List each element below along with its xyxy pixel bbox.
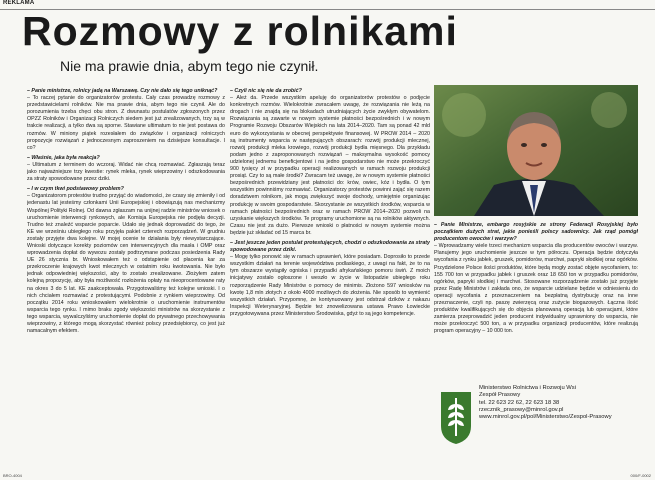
column-right (434, 219, 638, 379)
ministry-office: Zespół Prasowy (479, 392, 521, 399)
portrait-illustration (434, 85, 638, 216)
answer: – Organizatorom protestów trudno przyjąć do wiadomości, że czasy się zmieniły i od jedenastu lat jesteśmy członkami Unii Europejskiej i obowiązują nas mechanizmy Wspólnej Polityki Rolnej. Od dawna zgłaszam na unijnej radzie ministrów wniosek o uruchomienie interwencji rynkowych, ale Komisja Europejska nie podjęła decyzji. Trudno też znaleźć wsparcie poparcie. Udało się jednak doprowadzić do tego, że KE we wrześniu ubiegłego roku przyjęła pakiet czterech rozporządzeń. W grudniu zostały przyjęte dwa kolejne. W mojej ocenie te działania były niewystarczające. Wnioski dotyczące korekty poziomów cen interwencyjnych dla masła i OMP oraz wprowadzenia dopłat do wywozu zostały podtrzymane podczas posiedzenia Rady UE 26 stycznia br. Wnioskowałem też o odstąpienie od płacenia kar za przekroczenie krajowych kwot mlecznych w ostatnim roku kwotowania. Nie było jednak odpowiedniej większości, aby to zostało zrealizowane. Złożyłem zatem kolejną propozycję, aby była możliwość rozłożenia opłaty na nieoprocentowane raty na okres 3 do 5 lat. KE zaakceptowała. Przygotowaliśmy też kolejne wnioski. I o nich chciałem rozmawiać z protestującymi. Podobnie z rynkiem wieprzowiny. Od początku 2014 roku wnioskowałem wielokrotnie o uruchomienie instrumentów wsparcia tego rynku. I mimo braku zgody większości ministrów na skorzystanie z tego wsparcia, wywalczyliśmy uruchomienie dopłat do prywatnego przechowywania wieprzowiny, z którego mogą skorzystać również polscy przedsiębiorcy, co jest już namacalnym efektem. (27, 193, 225, 335)
question: – Panie ministrze, rolnicy jadą na Warszawę. Czy nie dało się tego uniknąć? (27, 88, 218, 94)
ministry-name: Ministerstwo Rolnictwa i Rozwoju Wsi (479, 385, 576, 391)
question: – Czyli nic się nie da zrobić? (230, 88, 302, 94)
section-label: REKLAMA (3, 0, 35, 6)
answer: – Ależ da. Przede wszystkim apeluję do organizatorów protestów o podjęcie konkretnych rozmów. Wielokrotnie zwracałem uwagę, że rozwiązania nie leżą na drogach i nie znajdą się na blokadach utrudniających życie zwykłym obywatelom. Rozwiązania są zawarte w nowym systemie płatności bezpośrednich i w nowym Programie Rozwoju Obszarów Wiejskich na lata 2014–2020. Tam są ponad 42 mld euro do wykorzystania w obecnej perspektywie finansowej. W PROW 2014 – 2020 są instrumenty wsparcia w następujących obszarach: rozwój produkcji mlecznej, rozwój produkcji mleka krowiego, rozwój produkcji bydła mięsnego. Dla przykładu podam jedno z zaproponowanych rozwiązań – maksymalna wysokość pomocy udzielonej jednemu beneficjentowi i na jedno gospodarstwo nie może przekroczyć 900 tysięcy zł w przypadku operacji realizowanych w ramach rozwoju produkcji prosiąt. Czy to są małe środki? Zwracam też uwagę, że w nowym systemie płatności bezpośrednich przewidziany jest płatności do: krów, owiec, kóz i bydła. O tym wszystkim powinniśmy rozmawiać. Organizatorzy protestów powinni zająć się razem doradztwem rolnikom, jak mogą zwiększyć swoje dochody, umiejętnie organizując produkcję w swoim gospodarstwie. Skorzystanie ze wszystkich środków, wsparcia w ramach płatności bezpośrednich oraz w ramach PROW 2014–2020 pozwoli na uzyskanie większych środków. Te programy uruchomione są na rolników aktywnych. Czasu nie jest za dużo. Pierwsze wnioski o płatności w nowym systemie można będzie już składać od 15 marca br. (230, 95, 430, 236)
answer: – To raczej pytanie do organizatorów protestu. Cały czas prowadzę rozmowy z przedstawicielami rolników. Nie ma prawie dnia, abym tego nie czynił. Ale do porozumienia trzeba chęci obu stron. Z dwunastu postulatów zgłoszonych przez OPZZ Rolników i Organizacji Rolniczych siedem jest już zrealizowanych, trzy są w trakcie realizacji, a tylko dwa są sporne. Stawiane ultimatum to nie jest postawa do rozmów. W miniony piątek rozesłałem do związków i organizacji rolniczych propozycje rozwiązań z jednoczesnym zaproszeniem na dzisiejsze konsultacje. I co? (27, 95, 225, 151)
ministry-phone: tel. 22 623 22 62, 22 623 18 38 (479, 399, 560, 406)
minister-photo (434, 85, 638, 216)
answer: – Wprowadzamy wiele trzeci mechanizm wsparcia dla producentów owoców i warzyw. Planujemy jego uruchomienie jeszcze w tym półroczu. Operacja będzie dotyczyła wycofania z rynku jabłek, gruszek, pomidorów, marchwi, papryki słodkiej oraz ogórków. Przydzielone Polsce ilości produktów, które będą mogły zostać objęte wycofaniem, to: 155 700 ton w przypadku jabłek i gruszek oraz 18 650 ton w przypadku pomidorów, ogórków, papryki słodkiej i marchwi. Stosowane rozporządzenie zostało już przyjęte przez Radę Ministrów i zakłada ono, że wsparcie udzielane będzie w odniesieniu do operacji wycofania z przeznaczeniem na bezpłatną dystrybucję oraz na inne przeznaczenie, czyli np. paszę zwierzęcą oraz zużycie biogazowych. Łączna ilość produktów kwalifikujących się do objęcia planowaną operacją lub operacjami, które zamierza przeprowadzić jeden producent indywidualny uprawniony do wsparcia, nie może przekroczyć 500 ton, a w przypadku organizacji producentów, które realizują program operacyjny – 10 000 ton. (434, 243, 638, 335)
question: – Panie Ministrze, embargo rosyjskie ze strony Federacji Rosyjskiej było początkiem dużych strat, jakie ponieśli polscy sadownicy. Jak rząd pomógł producentom owoców i warzyw? (434, 222, 638, 243)
article-subtitle: Nie ma prawie dnia, abym tego nie czynił. (60, 58, 319, 74)
ministry-text (479, 385, 639, 421)
footer-left-code: BRO-4004 (3, 473, 22, 478)
column-left (27, 85, 225, 467)
ministry-logo-icon (439, 390, 473, 446)
column-middle (230, 85, 430, 467)
ministry-url: www.minrol.gov.pl/pol/Ministerstwo/Zespol-Prasowy (479, 414, 612, 421)
ministry-contact-box (434, 382, 638, 467)
answer: – Mogę tylko ponowić się w ramach uprawnień, które posiadam. Doprosiło to przede wszystkim działań na terenie województwa podlaskiego, z uwagi na fakt, że to na tym obszarze wystąpiły ogniska i przypadki afrykańskiego pomoru świń. Z moich inicjatywy zostało ogłoszone i weszło w życie w listopadzie ubiegłego roku rozporządzenie Rady Ministrów o pomocy de minimis. Złożono 597 wniosków na kwotę 1,8 mln złotych z około 4000 możliwych do złożenia. Nie sposób to wymienić wszystkich działań. Przypomnę, że kontynuowany jest odstrzał dzików z nakazu Inspekcji Weterynaryjnej. Będzie też znowelizowana ustawa Prawo Łowieckie przygotowywana przez Ministerstwo Środowiska, gdyż to są jego kompetencje. (230, 254, 430, 317)
footer-right-code: 000/F-0002 (630, 473, 651, 478)
question: – Właśnie, jaka była reakcja? (27, 154, 100, 161)
ministry-email: rzecznik_prasowy@minrol.gov.pl (479, 406, 564, 413)
question: – Jest jeszcze jeden postulat protestujących, chodzi o odszkodowania za straty spowodowane przez dziki. (230, 239, 430, 254)
article-title: Rozmowy z rolnikami (22, 8, 458, 54)
answer: – Ultimatum z terminem do wczoraj. Widać nie chcą rozmawiać. Zgłaszają teraz jako najważniejsze trzy kwestie: rynek mleka, rynek wieprzowiny i odszkodowania za straty spowodowane przez dziki. (27, 161, 225, 183)
question: – I w czym tkwi podstawowy problem? (27, 186, 124, 193)
